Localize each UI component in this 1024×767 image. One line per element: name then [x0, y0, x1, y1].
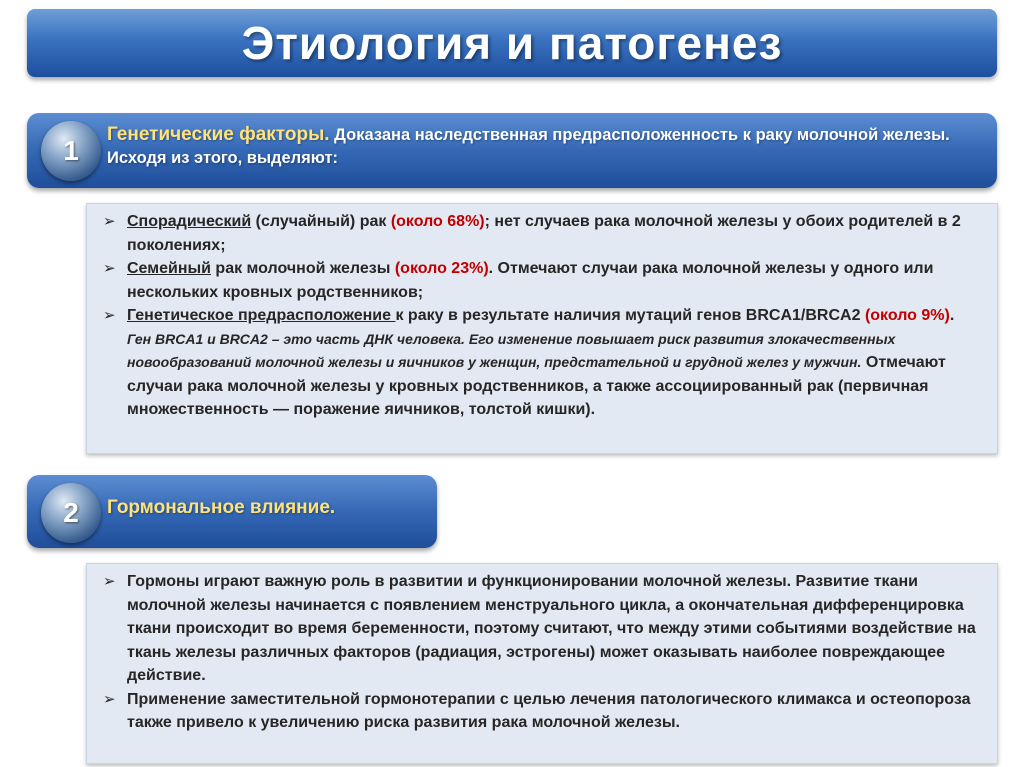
bullet-arrow-icon: ➢: [103, 690, 116, 708]
item-text: Отмечают случаи рака молочной железы у кровных родственников, а также ассоциированный рак (первичная множественность — поражение яичников, толстой кишки).: [127, 354, 946, 418]
section-1-content-box: [86, 203, 998, 454]
list-item: [103, 257, 981, 304]
section-1-number: 1: [63, 135, 79, 166]
section-2-number-badge: [41, 483, 101, 543]
item-text: рак молочной железы: [210, 260, 395, 277]
item-text: к раку в результате наличия мутаций генов BRCA1/BRCA2: [395, 307, 865, 324]
section-2-number: 2: [63, 497, 79, 528]
section-2-header: [27, 475, 437, 548]
list-item: [103, 688, 981, 735]
item-text: ; нет случаев рака молочной железы у обоих родителей в 2 поколениях;: [127, 213, 961, 254]
section-2-list: [87, 564, 997, 735]
item-stat: (около 9%): [864, 307, 950, 324]
item-stat: (около 23%): [394, 260, 489, 277]
item-term: Семейный: [127, 260, 211, 277]
bullet-arrow-icon: ➢: [103, 260, 116, 277]
list-item: [103, 210, 981, 257]
item-italic-note: Ген BRCA1 и BRCA2 – это часть ДНК человека. Его изменение повышает риск развития злокачественных новообразований молочной железы и яичников у женщин, предстательной и грудной желез у мужчин.: [127, 330, 896, 370]
section-1-intro: Доказана наследственная предрасположенность к раку молочной железы. Исходя из этого, выделяют:: [107, 126, 950, 167]
item-stat: (около 68%): [390, 213, 485, 230]
item-term: Генетическое предрасположение: [127, 307, 396, 324]
section-1-heading-text: [107, 123, 977, 170]
section-2-content-box: [86, 563, 998, 764]
bullet-arrow-icon: ➢: [103, 573, 116, 590]
item-text: . Отмечают случаи рака молочной железы у одного или нескольких кровных родственников;: [127, 260, 934, 301]
item-text: .: [949, 307, 955, 324]
bullet-arrow-icon: ➢: [103, 213, 116, 230]
section-1-list: [87, 204, 997, 422]
section-1-heading: Генетические факторы.: [107, 124, 330, 145]
list-item: [103, 304, 981, 422]
title-banner: [27, 9, 997, 77]
section-1-number-badge: [41, 121, 101, 181]
slide-title: Этиология и патогенез: [241, 17, 783, 69]
section-1-header: [27, 113, 997, 188]
item-text: Гормоны играют важную роль в развитии и функционировании молочной железы. Развитие ткани молочной железы начинается с появлением менструального цикла, а окончательная дифференцировка ткани происходит во время беременности, поэтому считают, что между этими событиями воздействие на ткань железы различных факторов (радиация, эстрогены) может оказывать наиболее повреждающее действие.: [127, 573, 976, 684]
item-text: (случайный) рак: [251, 213, 391, 230]
section-2-heading: Гормональное влияние.: [107, 497, 336, 518]
list-item: [103, 570, 981, 688]
bullet-arrow-icon: ➢: [103, 307, 116, 324]
item-term: Спорадический: [127, 213, 252, 230]
item-text: Применение заместительной гормонотерапии с целью лечения патологического климакса и остеопороза также привело к увеличению риска развития рака молочной железы.: [127, 690, 971, 731]
